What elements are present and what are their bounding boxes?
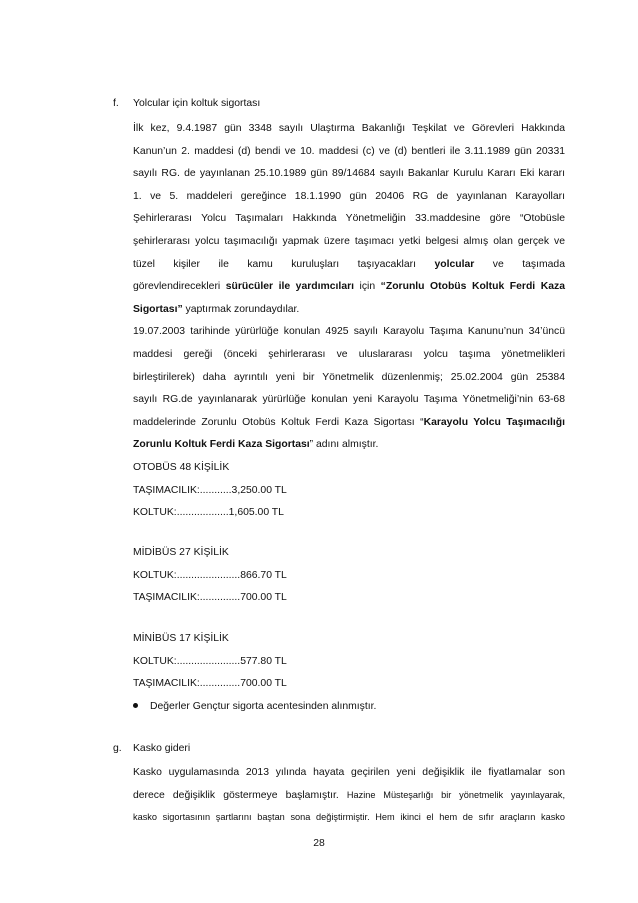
paragraph-line: 19.07.2003 tarihinde yürürlüğe konulan 4925 sayılı Karayolu Taşıma Kanunu’nun 34’üncü bbox=[133, 326, 565, 338]
paragraph-line: birleştirilerek) daha ayrıntılı yeni bir Yönetmelik düzenlenmiş; 25.02.2004 gün 25384 bbox=[133, 371, 565, 383]
paragraph-line: sayılı RG. de yayınlanan 25.10.1989 gün 89/14684 sayılı Bakanlar Kurulu Kararı Eki kararı bbox=[133, 168, 565, 180]
paragraph-line bbox=[133, 437, 565, 460]
paragraph-line bbox=[133, 415, 565, 438]
bullet-note bbox=[133, 701, 376, 712]
bold-text: Karayolu Yolcu Taşımacılığı bbox=[423, 416, 565, 428]
paragraph-line bbox=[133, 279, 565, 302]
price-group-title: MİDİBÜS 27 KİŞİLİK bbox=[133, 547, 229, 558]
text-run: ve taşımada bbox=[474, 258, 565, 270]
bullet-text: Değerler Gençtur sigorta acentesinden alınmıştır. bbox=[150, 701, 377, 712]
paragraph-line: şehirlerarası yolcu taşımacılığı yapmak üzere taşımacı yetki belgesi almış olan gerçek ve bbox=[133, 235, 565, 247]
bold-text: yolcular bbox=[434, 258, 475, 270]
price-row: TAŞIMACILIK:..............700.00 TL bbox=[133, 678, 287, 690]
paragraph-line: sayılı RG.de yayınlanarak yürürlüğe konulan yeni Karayolu Taşıma Yönetmeliği’nin 63-68 bbox=[133, 394, 565, 406]
section-g-paragraph bbox=[133, 765, 565, 833]
page-number: 28 bbox=[313, 838, 325, 849]
text-run: Hazine Müsteşarlığı bir yönetmelik yayınlayarak, bbox=[346, 789, 565, 800]
price-group-midibus bbox=[133, 545, 287, 613]
price-group-otobus bbox=[133, 460, 287, 528]
section-g-marker: g. bbox=[113, 743, 122, 754]
bold-text: “Zorunlu Otobüs Koltuk Ferdi Kaza bbox=[380, 281, 565, 293]
bullet-icon bbox=[133, 703, 138, 708]
paragraph-line: 1. ve 5. maddeleri gereğince 18.1.1990 gün 20406 RG de yayınlanan Karayolları bbox=[133, 190, 565, 202]
paragraph-line bbox=[133, 302, 565, 325]
paragraph-line: Şehirlerarası Yolcu Taşımaları Hakkında Yönetmeliğin 33.maddesine göre “Otobüsle bbox=[133, 213, 565, 225]
bold-text: Zorunlu Koltuk Ferdi Kaza Sigortası bbox=[133, 439, 310, 451]
bold-text: sürücüler ile yardımcıları bbox=[225, 281, 355, 293]
price-row: KOLTUK:..................1,605.00 TL bbox=[133, 507, 284, 519]
paragraph-line: kasko sigortasının şartlarını baştan sona değiştirmiştir. Hem ikinci el hem de sıfır araçların kasko bbox=[133, 812, 565, 823]
bold-text: Sigortası” bbox=[133, 303, 183, 315]
price-group-title: OTOBÜS 48 KİŞİLİK bbox=[133, 462, 230, 473]
paragraph-line: İlk kez, 9.4.1987 gün 3348 sayılı Ulaştırma Bakanlığı Teşkilat ve Görevleri Hakkında bbox=[133, 123, 565, 134]
paragraph-line: maddesi gereği (önceki şehirlerarası ve uluslararası yolcu taşıma yönetmelikleri bbox=[133, 348, 565, 360]
paragraph-line: Kasko uygulamasında 2013 yılında hayata geçirilen yeni değişiklik ile fiyatlamalar son bbox=[133, 767, 565, 778]
text-run: yaptırmak zorundaydılar. bbox=[182, 303, 300, 315]
text-run: için bbox=[354, 281, 381, 293]
price-row: KOLTUK:......................577.80 TL bbox=[133, 655, 287, 667]
price-row: KOLTUK:......................866.70 TL bbox=[133, 569, 287, 581]
text-run: derece değişiklik göstermeye başlamıştır. bbox=[133, 789, 347, 801]
price-group-title: MİNİBÜS 17 KİŞİLİK bbox=[133, 633, 229, 644]
text-run: görevlendirecekleri bbox=[133, 281, 226, 293]
text-run: ” adını almıştır. bbox=[309, 439, 379, 451]
price-row: TAŞIMACILIK:...........3,250.00 TL bbox=[133, 484, 287, 496]
section-f-marker: f. bbox=[113, 98, 119, 109]
price-group-minibus bbox=[133, 631, 287, 699]
section-g-title: Kasko gideri bbox=[133, 743, 191, 754]
paragraph-line bbox=[133, 788, 565, 811]
paragraph-line: Kanun’un 2. maddesi (d) bendi ve 10. maddesi (c) ve (d) bentleri ile 3.11.1989 gün 20331 bbox=[133, 145, 565, 157]
text-run: tüzel kişiler ile kamu kuruluşları taşıyacakları bbox=[133, 258, 435, 270]
section-f-title: Yolcular için koltuk sigortası bbox=[133, 98, 261, 109]
section-f-paragraph-1 bbox=[133, 121, 565, 460]
text-run: maddelerinde Zorunlu Otobüs Koltuk Ferdi Kaza Sigortası “ bbox=[133, 416, 424, 428]
price-row: TAŞIMACILIK:..............700.00 TL bbox=[133, 592, 287, 604]
paragraph-line bbox=[133, 257, 565, 280]
